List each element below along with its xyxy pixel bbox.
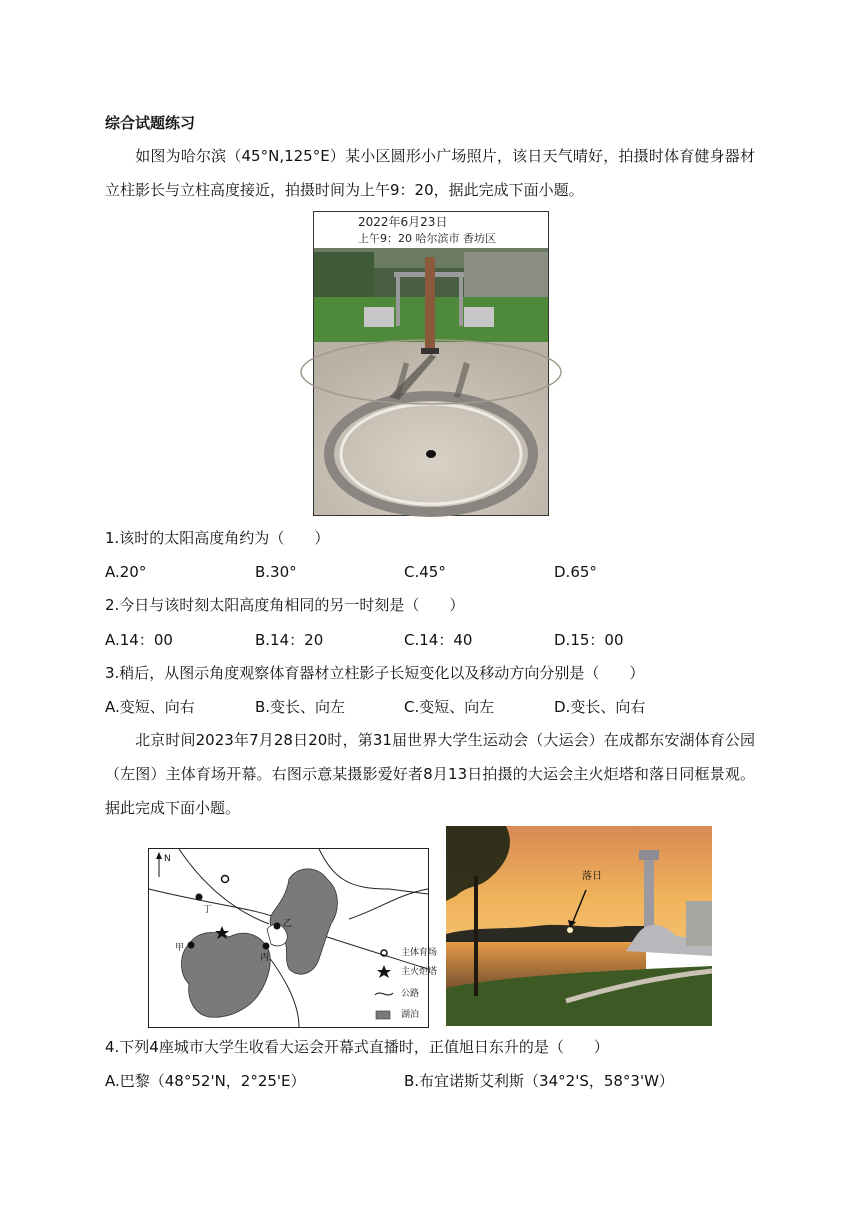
q1-option-d[interactable]: D.65° [554,563,597,581]
photo-date: 2022年6月23日 [358,215,448,229]
place-jia: 甲 [175,943,185,953]
sunset-label: 落日 [582,871,602,882]
legend-stadium: 主体育场 [401,948,438,958]
place-yi: 乙 [283,919,293,929]
q2-option-a[interactable]: A.14：00 [105,631,173,649]
q3-option-d[interactable]: D.变长、向右 [554,698,646,716]
question-1-stem: 1.该时的太阳高度角约为（ ） [105,529,330,547]
intro-text-1: 如图为哈尔滨（45°N,125°E）某小区圆形小广场照片，该日天气晴好，拍摄时体育健身器材立柱影长与立柱高度接近，拍摄时间为上午9：20，据此完成下面小题。 [105,147,755,199]
intro-paragraph-1 [105,139,755,207]
q2-option-c[interactable]: C.14：40 [404,631,473,649]
legend-lake: 湖泊 [401,1010,420,1020]
sunset-torch-photo [446,826,712,1026]
section-heading: 综合试题练习 [105,114,196,132]
harbin-square-photo [313,211,549,516]
q4-option-a[interactable]: A.巴黎（48°52'N，2°25'E） [105,1072,306,1090]
north-label: N [164,854,171,864]
place-bing: 丙 [260,953,270,963]
question-3-stem: 3.稍后，从图示角度观察体育器材立柱影子长短变化以及移动方向分别是（ ） [105,664,645,682]
q3-option-b[interactable]: B.变长、向左 [255,698,346,716]
q2-option-d[interactable]: D.15：00 [554,631,624,649]
q2-option-b[interactable]: B.14：20 [255,631,324,649]
intro-text-2: 北京时间2023年7月28日20时，第31届世界大学生运动会（大运会）在成都东安湖体育公园（左图）主体育场开幕。右图示意某摄影爱好者8月13日拍摄的大运会主火炬塔和落日同框景观。据此完成下面小题。 [105,731,755,817]
photo-time-location: 上午9：20 哈尔滨市 香坊区 [358,232,496,245]
q1-option-b[interactable]: B.30° [255,563,297,581]
q3-option-c[interactable]: C.变短、向左 [404,698,495,716]
legend-torch: 主火炬塔 [401,967,438,977]
intro-paragraph-2 [105,723,755,825]
legend-road: 公路 [401,989,420,999]
photo-caption [314,212,548,248]
donganhu-map [148,848,438,1028]
question-2-stem: 2.今日与该时刻太阳高度角相同的另一时刻是（ ） [105,596,465,614]
question-4-stem: 4.下列4座城市大学生收看大运会开幕式直播时，正值旭日东升的是（ ） [105,1038,609,1056]
q1-option-a[interactable]: A.20° [105,563,147,581]
q4-option-b[interactable]: B.布宜诺斯艾利斯（34°2'S，58°3'W） [404,1072,674,1090]
q3-option-a[interactable]: A.变短、向右 [105,698,195,716]
q1-option-c[interactable]: C.45° [404,563,446,581]
place-ding: 丁 [203,905,213,915]
